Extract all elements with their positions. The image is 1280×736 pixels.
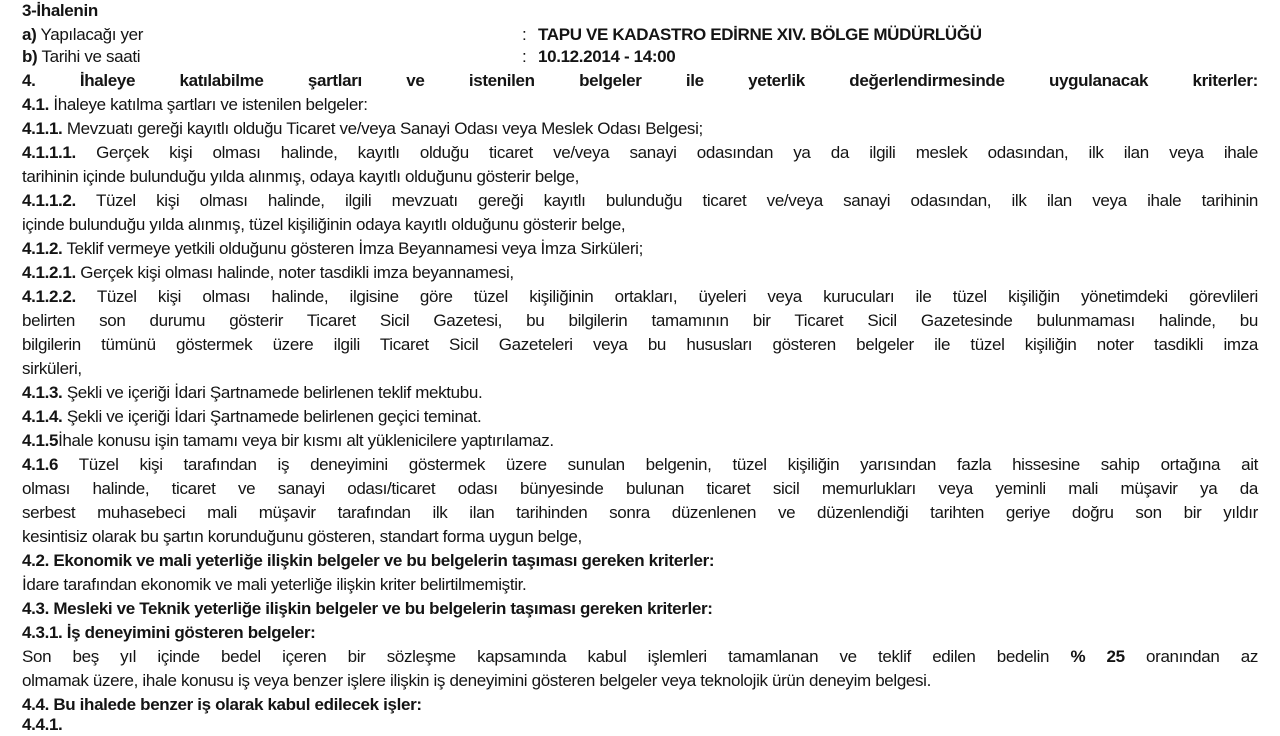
item-4-1-1-2-line-1 <box>22 189 1258 212</box>
item-text: Son beş yıl içinde bedel içeren bir sözleşme kapsamında kabul işlemleri tamamlanan ve teklif edilen bedelin <box>22 647 1050 666</box>
item-4-1-1 <box>22 117 703 140</box>
item-4-1-2-2-line-4: sirküleri, <box>22 359 82 378</box>
item-number: 4.1.1. <box>22 119 63 138</box>
section-4-2-title: 4.2. Ekonomik ve mali yeterliğe ilişkin belgeler ve bu belgelerin taşıması gereken kriterler: <box>22 551 715 570</box>
item-number: 4.1.5 <box>22 431 59 450</box>
item-number: 4.1.1.1. <box>22 143 76 162</box>
item-number: 4.1.2.1. <box>22 263 76 282</box>
item-number: 4.1. <box>22 95 49 114</box>
row-colon: : <box>522 25 527 44</box>
item-4-1-1-1-line-1 <box>22 141 1258 164</box>
row-letter: a) <box>22 25 37 44</box>
item-text: Tüzel kişi olması halinde, ilgisine göre tüzel kişiliğinin ortakları, üyeleri veya kurucuları ile tüzel kişiliğin yönetimdeki görevlileri <box>96 287 1258 306</box>
item-number: 4.1.1.2. <box>22 191 76 210</box>
item-4-1-6-line-1 <box>22 453 1258 476</box>
item-4-1-2-2-line-3: bilgilerin tümünü göstermek üzere ilgili Ticaret Sicil Gazeteleri veya bu hususları gösteren belgeler ile tüzel kişiliğin noter tasdikli imza <box>22 335 1258 354</box>
section-4-3-1-title: 4.3.1. İş deneyimini gösteren belgeler: <box>22 623 316 642</box>
item-4-1-6-line-2: olması halinde, ticaret ve sanayi odası/ticaret odası bünyesinde bulunan ticaret sicil memurlukları veya yeminli mali müşavir ya da <box>22 479 1258 498</box>
item-number: 4.1.2.2. <box>22 287 76 306</box>
item-text: Tüzel kişi olması halinde, ilgili mevzuatı gereği kayıtlı bulunduğu ticaret ve/veya sanayi odasından, ilk ilan veya ihale tarihinin <box>95 191 1258 210</box>
cropped-top-line <box>22 0 1258 2</box>
item-4-1-5 <box>22 429 554 452</box>
row-value: TAPU VE KADASTRO EDİRNE XIV. BÖLGE MÜDÜRLÜĞÜ <box>538 25 982 44</box>
item-number: 4.1.3. <box>22 383 63 402</box>
item-4-4-1: 4.4.1. <box>22 715 63 734</box>
section-4-4-title: 4.4. Bu ihalede benzer iş olarak kabul edilecek işler: <box>22 695 422 714</box>
item-4-1 <box>22 93 368 116</box>
item-4-1-2-2-line-1 <box>22 285 1258 308</box>
item-4-1-1-1-line-2: tarihinin içinde bulunduğu yılda alınmış, odaya kayıtlı olduğunu gösterir belge, <box>22 167 579 186</box>
item-4-1-2-2-line-2: belirten son durumu gösterir Ticaret Sicil Gazetesi, bu bilgilerin tamamının bir Ticaret Sicil Gazetesinde bulunmaması halinde, bu <box>22 311 1258 330</box>
header-row-location <box>22 23 1258 46</box>
item-number: 4.1.6 <box>22 455 59 474</box>
item-4-1-6-line-4: kesintisiz olarak bu şartın korunduğunu gösteren, standart forma uygun belge, <box>22 527 582 546</box>
item-text: Şekli ve içeriği İdari Şartnamede belirlenen geçici teminat. <box>66 407 482 426</box>
row-value: 10.12.2014 - 14:00 <box>538 47 676 66</box>
row-colon: : <box>522 47 527 66</box>
row-letter: b) <box>22 47 38 66</box>
item-4-1-1-2-line-2: içinde bulunduğu yılda alınmış, tüzel kişiliğinin odaya kayıtlı olduğunu gösterir belge, <box>22 215 626 234</box>
section-4-2-text: İdare tarafından ekonomik ve mali yeterliğe ilişkin kriter belirtilmemiştir. <box>22 575 527 594</box>
section-4-3-title: 4.3. Mesleki ve Teknik yeterliğe ilişkin belgeler ve bu belgelerin taşıması gereken kriterler: <box>22 599 713 618</box>
section-4-3-1-line-1 <box>22 645 1258 668</box>
item-text: İhale konusu işin tamamı veya bir kısmı alt yüklenicilere yaptırılamaz. <box>58 431 554 450</box>
item-4-1-2 <box>22 237 643 260</box>
item-text: Tüzel kişi tarafından iş deneyimini göstermek üzere sunulan belgenin, tüzel kişiliğin yarısından fazla hissesine sahip ortağına ait <box>78 455 1258 474</box>
item-text: oranından az <box>1146 647 1258 666</box>
percent-value: % 25 <box>1070 647 1125 666</box>
item-text: Şekli ve içeriği İdari Şartnamede belirlenen teklif mektubu. <box>66 383 483 402</box>
item-4-1-2-1 <box>22 261 514 284</box>
row-label: Yapılacağı yer <box>40 25 144 44</box>
header-row-date <box>22 45 1258 68</box>
section-3-title: 3-İhalenin <box>22 1 98 20</box>
section-4-title: 4. İhaleye katılabilme şartları ve istenilen belgeler ile yeterlik değerlendirmesinde uygulanacak kriterler: <box>22 71 1258 90</box>
item-4-1-4 <box>22 405 481 428</box>
item-number: 4.1.2. <box>22 239 63 258</box>
section-4-3-1-line-2: olmamak üzere, ihale konusu iş veya benzer işlere ilişkin iş deneyimini gösteren belgeler veya teknolojik ürün deneyim belgesi. <box>22 671 931 690</box>
item-text: Teklif vermeye yetkili olduğunu gösteren İmza Beyannamesi veya İmza Sirküleri; <box>66 239 643 258</box>
item-4-1-6-line-3: serbest muhasebeci mali müşavir tarafından ilk ilan tarihinden sonra düzenlenen ve düzenlendiği tarihten geriye doğru son bir yıldır <box>22 503 1258 522</box>
row-label: Tarihi ve saati <box>41 47 141 66</box>
item-text: Gerçek kişi olması halinde, noter tasdikli imza beyannamesi, <box>80 263 514 282</box>
item-text: İhaleye katılma şartları ve istenilen belgeler: <box>53 95 368 114</box>
item-number: 4.1.4. <box>22 407 63 426</box>
item-text: Gerçek kişi olması halinde, kayıtlı olduğu ticaret ve/veya sanayi odasından ya da ilgili meslek odasından, ilk ilan veya ihale <box>96 143 1258 162</box>
item-text: Mevzuatı gereği kayıtlı olduğu Ticaret ve/veya Sanayi Odası veya Meslek Odası Belgesi; <box>66 119 703 138</box>
item-4-1-3 <box>22 381 482 404</box>
